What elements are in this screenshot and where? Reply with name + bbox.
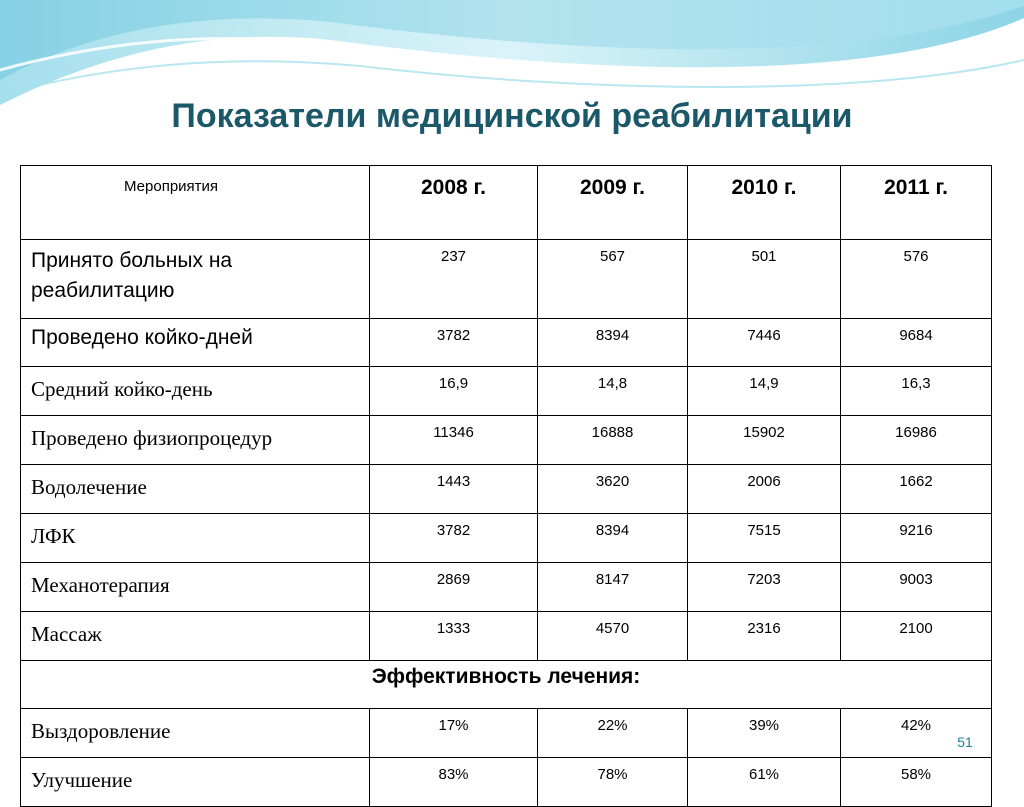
table-row xyxy=(21,240,992,319)
table-cell: 2006 xyxy=(688,465,841,514)
table-cell: 1443 xyxy=(370,465,538,514)
table-cell: 42% xyxy=(841,709,992,758)
table-cell: 83% xyxy=(370,758,538,807)
table-cell: 16986 xyxy=(841,416,992,465)
page-number: 51 xyxy=(957,734,973,750)
table-cell: 17% xyxy=(370,709,538,758)
table-cell: 7515 xyxy=(688,514,841,563)
efficiency-section-row xyxy=(21,661,992,709)
table-row xyxy=(21,709,992,758)
table-cell: 11346 xyxy=(370,416,538,465)
row-label: Механотерапия xyxy=(21,563,370,612)
row-label: Принято больных на реабилитацию xyxy=(21,240,370,319)
table-cell: 9216 xyxy=(841,514,992,563)
header-activity: Мероприятия xyxy=(21,166,370,240)
table-cell: 22% xyxy=(538,709,688,758)
table-cell: 14,9 xyxy=(688,367,841,416)
row-label: Средний койко-день xyxy=(21,367,370,416)
table-cell: 4570 xyxy=(538,612,688,661)
table-cell: 7203 xyxy=(688,563,841,612)
table-cell: 3782 xyxy=(370,514,538,563)
table-cell: 2100 xyxy=(841,612,992,661)
row-label: Улучшение xyxy=(21,758,370,807)
table-cell: 3782 xyxy=(370,319,538,367)
table-cell: 16,9 xyxy=(370,367,538,416)
table-cell: 9684 xyxy=(841,319,992,367)
table-cell: 1333 xyxy=(370,612,538,661)
table-row xyxy=(21,367,992,416)
table-cell: 576 xyxy=(841,240,992,319)
table-cell: 16888 xyxy=(538,416,688,465)
row-label: Водолечение xyxy=(21,465,370,514)
table-cell: 501 xyxy=(688,240,841,319)
row-label: ЛФК xyxy=(21,514,370,563)
row-label: Проведено койко-дней xyxy=(21,319,370,367)
slide-title: Показатели медицинской реабилитации xyxy=(171,97,853,135)
rehabilitation-table xyxy=(20,165,992,807)
header-row xyxy=(21,166,992,240)
table-row xyxy=(21,758,992,807)
table-row xyxy=(21,563,992,612)
table-cell: 7446 xyxy=(688,319,841,367)
row-label: Выздоровление xyxy=(21,709,370,758)
row-label: Массаж xyxy=(21,612,370,661)
table-row xyxy=(21,319,992,367)
table-row xyxy=(21,416,992,465)
header-year: 2011 г. xyxy=(841,166,992,240)
table-cell: 2869 xyxy=(370,563,538,612)
table-cell: 567 xyxy=(538,240,688,319)
row-label: Проведено физиопроцедур xyxy=(21,416,370,465)
table-cell: 8147 xyxy=(538,563,688,612)
table-cell: 15902 xyxy=(688,416,841,465)
header-year: 2009 г. xyxy=(538,166,688,240)
table-cell: 39% xyxy=(688,709,841,758)
table-cell: 3620 xyxy=(538,465,688,514)
table-cell: 14,8 xyxy=(538,367,688,416)
table-cell: 2316 xyxy=(688,612,841,661)
table-cell: 8394 xyxy=(538,319,688,367)
table-cell: 58% xyxy=(841,758,992,807)
header-year: 2010 г. xyxy=(688,166,841,240)
table-row xyxy=(21,514,992,563)
table-row xyxy=(21,612,992,661)
table-cell: 61% xyxy=(688,758,841,807)
efficiency-section-title: Эффективность лечения: xyxy=(21,661,992,709)
table-row xyxy=(21,465,992,514)
table-cell: 16,3 xyxy=(841,367,992,416)
table-cell: 1662 xyxy=(841,465,992,514)
table-cell: 78% xyxy=(538,758,688,807)
table-cell: 237 xyxy=(370,240,538,319)
header-year: 2008 г. xyxy=(370,166,538,240)
table-cell: 8394 xyxy=(538,514,688,563)
table-cell: 9003 xyxy=(841,563,992,612)
